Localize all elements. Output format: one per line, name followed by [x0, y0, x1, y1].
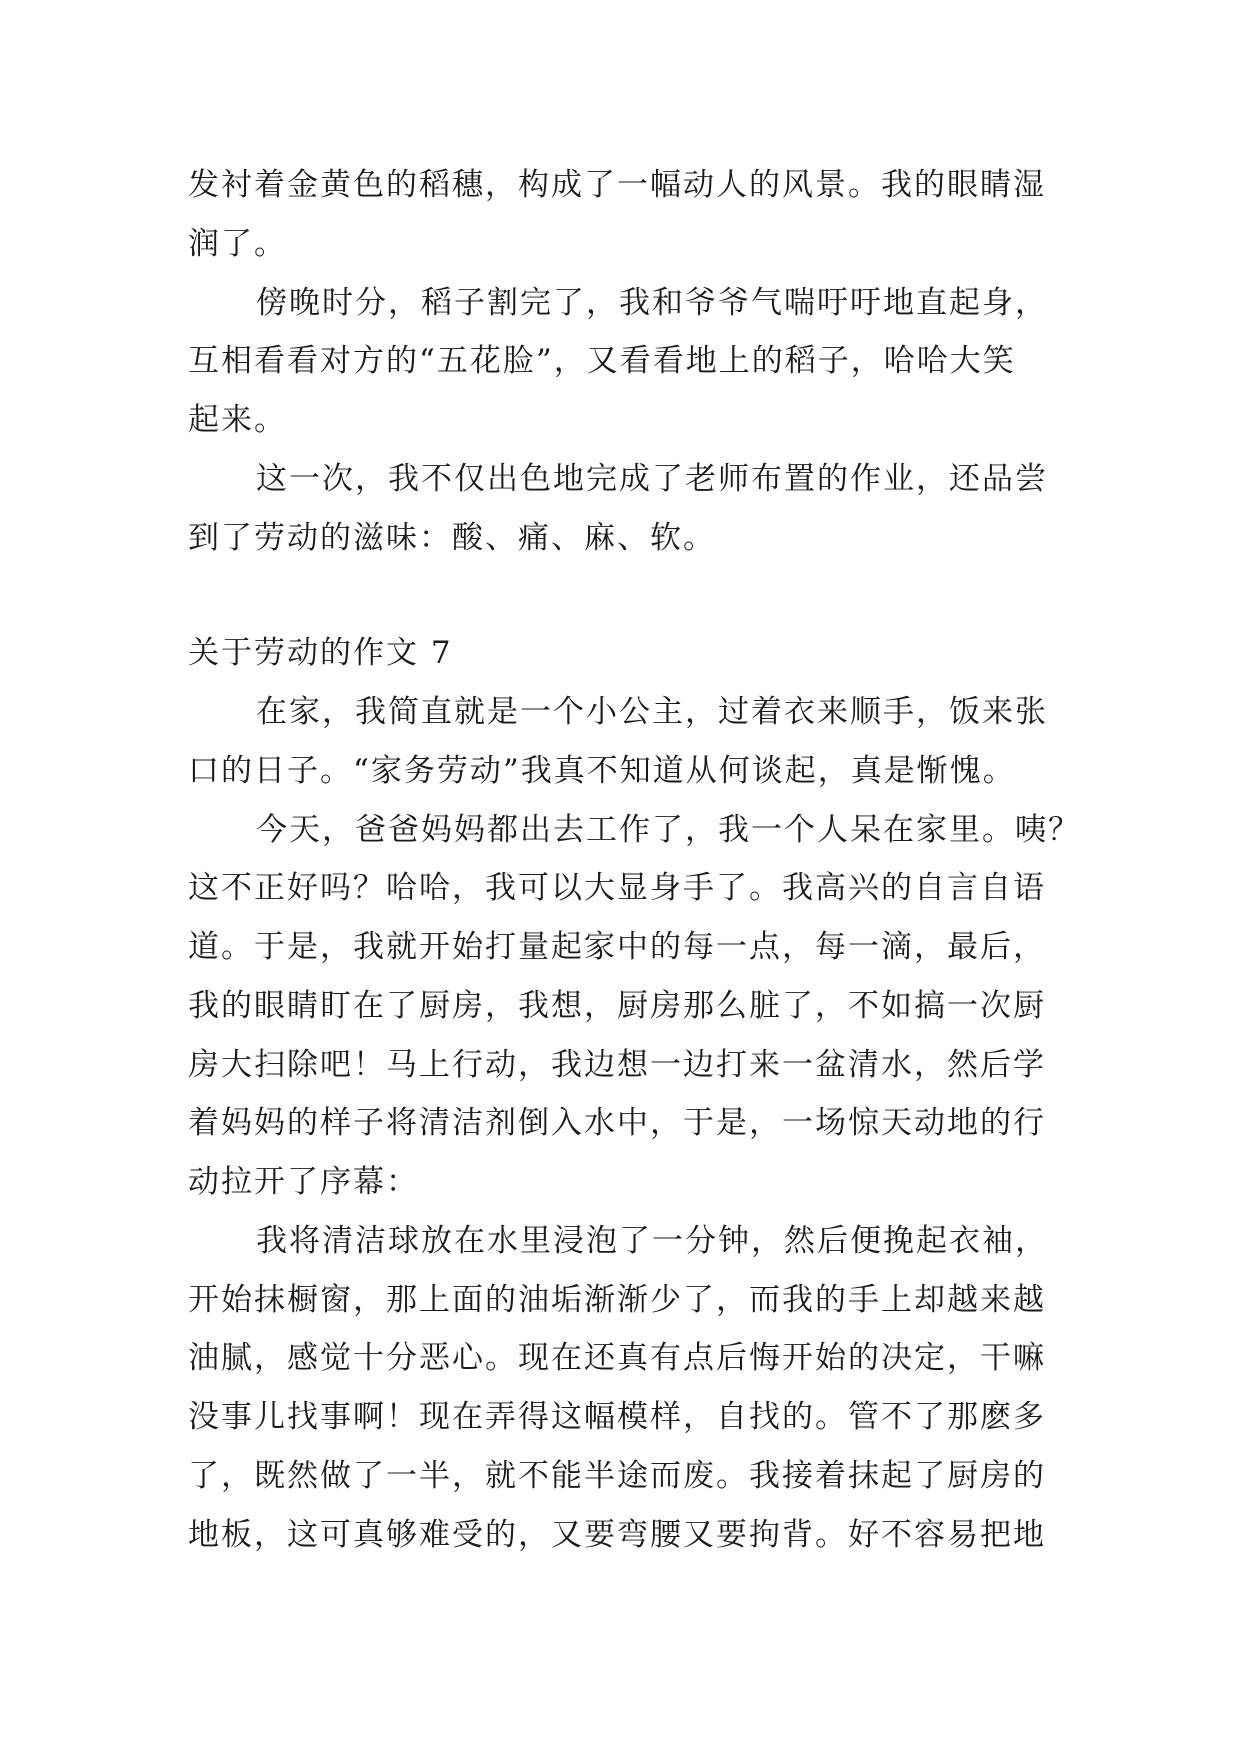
text-line: 着妈妈的样子将清洁剂倒入水中，于是，一场惊天动地的行: [188, 1105, 1046, 1141]
text-line: 发衬着金黄色的稻穗，构成了一幅动人的风景。我的眼睛湿: [188, 167, 1046, 203]
section-heading: 关于劳动的作文 7: [188, 635, 453, 671]
text-line: 地板，这可真够难受的，又要弯腰又要拘背。好不容易把地: [188, 1517, 1046, 1553]
text-line: 油腻，感觉十分恶心。现在还真有点后悔开始的决定，干嘛: [188, 1340, 1046, 1376]
paragraph-first-line: 傍晚时分，稻子割完了，我和爷爷气喘吁吁地直起身，: [256, 285, 1048, 321]
text-line: 到了劳动的滋味：酸、痛、麻、软。: [188, 520, 716, 556]
text-line: 我的眼睛盯在了厨房，我想，厨房那么脏了，不如搞一次厨: [188, 988, 1046, 1024]
text-line: 动拉开了序幕：: [188, 1164, 419, 1200]
text-line: 开始抹橱窗，那上面的油垢渐渐少了，而我的手上却越来越: [188, 1282, 1046, 1318]
text-line: 润了。: [188, 226, 287, 262]
paragraph-first-line: 今天，爸爸妈妈都出去工作了，我一个人呆在家里。咦？: [256, 812, 1081, 848]
paragraph-first-line: 在家，我简直就是一个小公主，过着衣来顺手，饭来张: [256, 694, 1048, 730]
text-line: 房大扫除吧！马上行动，我边想一边打来一盆清水，然后学: [188, 1047, 1046, 1083]
text-line: 互相看看对方的“五花脸”，又看看地上的稻子，哈哈大笑: [188, 343, 1016, 379]
paragraph-first-line: 这一次，我不仅出色地完成了老师布置的作业，还品尝: [256, 461, 1048, 497]
text-line: 道。于是，我就开始打量起家中的每一点，每一滴，最后，: [188, 929, 1046, 965]
text-line: 了，既然做了一半，就不能半途而废。我接着抹起了厨房的: [188, 1458, 1046, 1494]
text-line: 这不正好吗？哈哈，我可以大显身手了。我高兴的自言自语: [188, 870, 1046, 906]
text-line: 口的日子。“家务劳动”我真不知道从何谈起，真是惭愧。: [188, 753, 1016, 789]
text-line: 没事儿找事啊！现在弄得这幅模样，自找的。管不了那麽多: [188, 1399, 1046, 1435]
paragraph-first-line: 我将清洁球放在水里浸泡了一分钟，然后便挽起衣袖，: [256, 1223, 1048, 1259]
text-line: 起来。: [188, 402, 287, 438]
